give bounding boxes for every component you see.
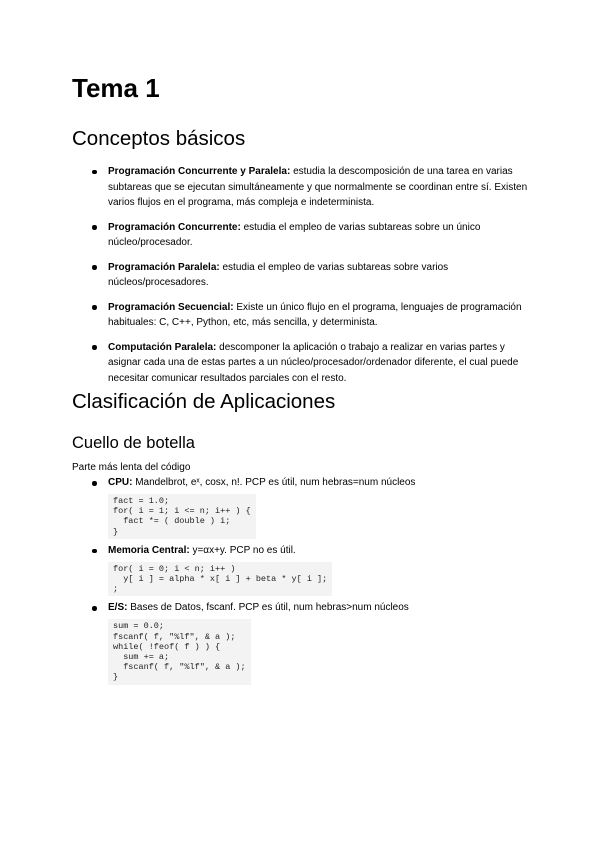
- code-line: sum = 0.0;: [113, 621, 165, 632]
- section-heading-conceptos: Conceptos básicos: [72, 127, 246, 150]
- page-title: Tema 1: [72, 73, 160, 103]
- list-item: [92, 300, 532, 331]
- concepts-list: [92, 164, 532, 395]
- list-item-text: Bases de Datos, fscanf. PCP es útil, num hebras>num núcleos: [127, 602, 409, 614]
- list-item-term: Programación Concurrente:: [108, 221, 241, 233]
- code-line: while( !feof( f ) ) {: [113, 641, 221, 652]
- code-block-es: [108, 619, 251, 684]
- code-line: for( i = 1; i <= n; i++ ) {: [113, 506, 251, 517]
- code-line: fscanf( f, "%lf", & a );: [113, 662, 246, 673]
- code-line: fact *= ( double ) i;: [113, 516, 231, 527]
- code-line: fscanf( f, "%lf", & a );: [113, 631, 236, 642]
- section-heading-clasificacion: Clasificación de Aplicaciones: [72, 390, 336, 413]
- list-item: [92, 260, 532, 291]
- list-item: [92, 220, 532, 251]
- list-item-term: Memoria Central:: [108, 544, 190, 556]
- list-item-term: Programación Concurrente y Paralela:: [108, 166, 291, 177]
- list-item-term: E/S:: [108, 602, 128, 614]
- list-item-text: estudia el empleo de varias subtareas sobre un único núcleo/procesador.: [108, 221, 481, 248]
- apps-list: [92, 476, 532, 685]
- subsection-heading-cuello: Cuello de botella: [72, 434, 195, 452]
- list-item-text: estudia la descomposición de una tarea en varias subtareas que se ejecutan simultáneamente y que normalmente se coordinan entre sí. Existen varios flujos en el programa, más compleja e indeterminista.: [108, 166, 528, 208]
- list-item: [92, 164, 532, 211]
- list-item-term: Programación Paralela:: [108, 261, 220, 273]
- list-item-text: descomponer la aplicación o trabajo a realizar en varias partes y asignar cada una de estas partes a un núcleo/procesador/ordenador diferente, el cual puede necesitar comunicar resultados parciales con el resto.: [108, 341, 519, 384]
- code-line: for( i = 0; i < n; i++ ): [113, 563, 236, 574]
- intro-text: Parte más lenta del código: [72, 462, 191, 473]
- code-block-memoria: [108, 562, 332, 597]
- code-line: }: [113, 672, 119, 683]
- list-item-term: Programación Secuencial:: [108, 301, 234, 313]
- list-item: [92, 340, 532, 387]
- code-line: fact = 1.0;: [113, 496, 170, 506]
- list-item: [92, 476, 532, 539]
- list-item: [92, 601, 532, 684]
- list-item: [92, 544, 532, 597]
- list-item-text: Mandelbrot, eˣ, cosx, n!. PCP es útil, num hebras=num núcleos: [132, 477, 416, 488]
- list-item-term: Computación Paralela:: [108, 341, 217, 353]
- code-line: ;: [113, 584, 119, 595]
- code-line: sum += a;: [113, 652, 170, 663]
- code-line: }: [113, 526, 119, 537]
- code-block-cpu: [108, 494, 256, 539]
- code-line: y[ i ] = alpha * x[ i ] + beta * y[ i ];: [113, 574, 328, 585]
- list-item-text: Existe un único flujo en el programa, lenguajes de programación habituales: C, C++, Python, etc, más sencilla, y determinista.: [108, 301, 522, 328]
- list-item-text: y=αx+y. PCP no es útil.: [189, 544, 296, 556]
- list-item-text: estudia el empleo de varias subtareas sobre varios núcleos/procesadores.: [108, 261, 449, 288]
- list-item-term: CPU:: [108, 477, 133, 488]
